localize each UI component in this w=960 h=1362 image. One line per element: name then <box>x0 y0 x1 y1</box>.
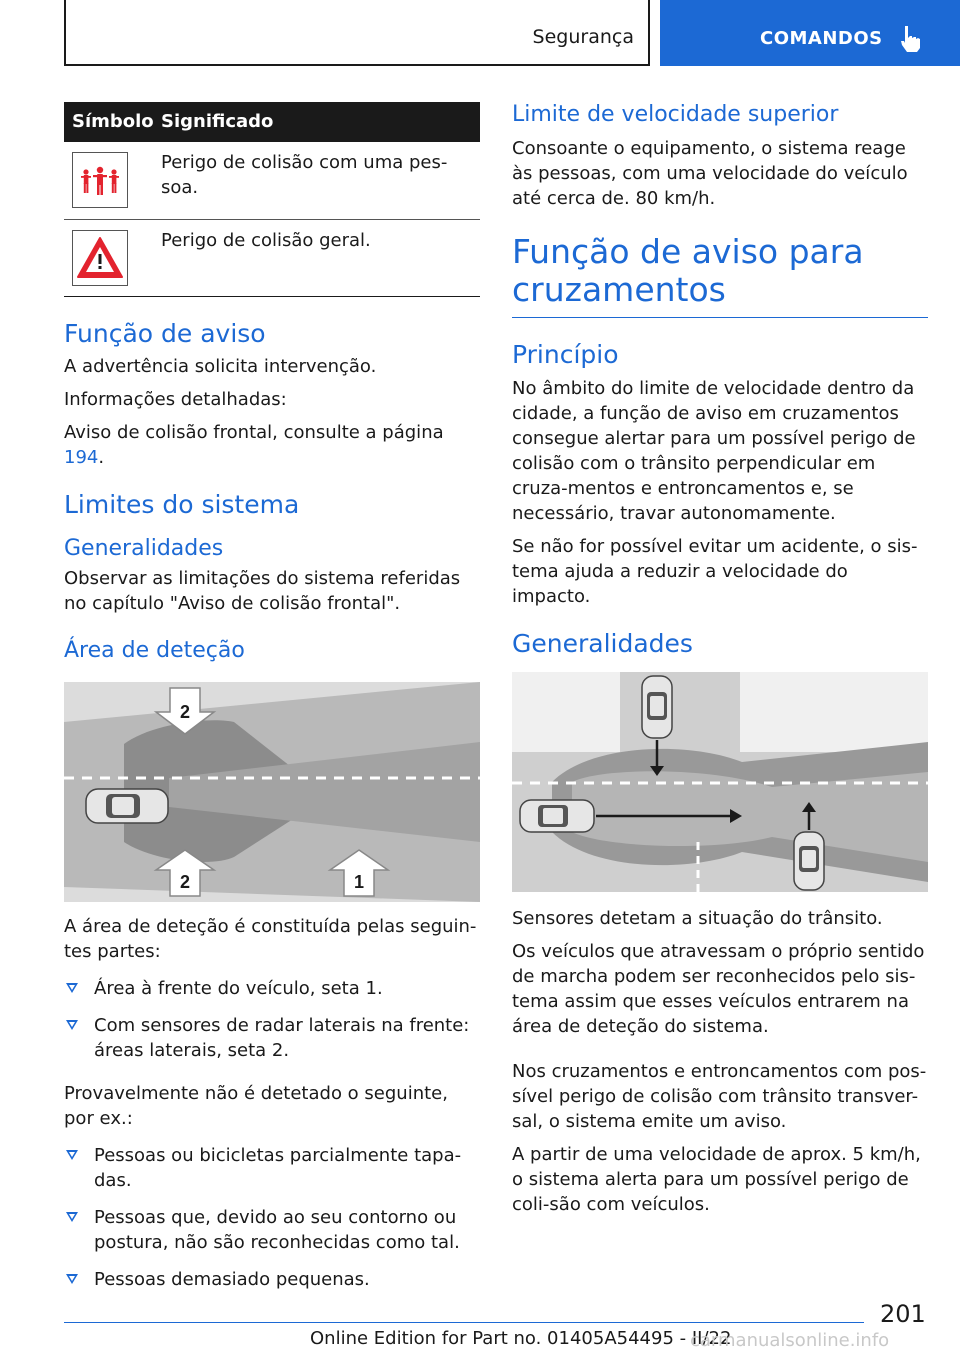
paragraph <box>64 420 480 470</box>
col-symbol-header: Símbolo <box>72 111 154 132</box>
principle-heading: Princípio <box>512 340 619 369</box>
left-column <box>64 102 480 664</box>
table-row <box>64 220 480 297</box>
right-column <box>512 102 928 659</box>
paragraph: Se não for possível evitar um acidente, o sis-tema ajuda a reduzir a velocidade do impacto. <box>512 536 918 607</box>
bullet-triangle-icon <box>66 1020 78 1030</box>
watermark-logo: carmanualsonline.info <box>690 1330 890 1351</box>
crossing-warning-heading: Função de aviso para cruzamentos <box>512 232 864 309</box>
general-heading-right: Generalidades <box>512 629 693 658</box>
svg-text:1: 1 <box>353 872 365 892</box>
bullet-triangle-icon <box>66 1274 78 1284</box>
paragraph: Consoante o equipamento, o sistema reage às pessoas, com uma velocidade do veículo até cerca de. 80 km/h. <box>512 138 908 209</box>
left-column-lower <box>64 914 480 1292</box>
bullet-triangle-icon <box>66 1212 78 1222</box>
paragraph: Os veículos que atravessam o próprio sentido de marcha podem ser reconhecidos pelo sis-tema assim que esses veículos entrarem na área de deteção do sistema. <box>512 941 925 1037</box>
general-heading: Generalidades <box>64 536 224 561</box>
system-limits-heading: Limites do sistema <box>64 490 300 519</box>
detection-area-figure <box>64 682 480 902</box>
pedestrian-warning-icon <box>72 152 128 208</box>
svg-text:2: 2 <box>179 872 191 892</box>
list-item: Área à frente do veículo, seta 1. <box>64 976 480 1001</box>
period: . <box>98 447 105 468</box>
bullet-triangle-icon <box>66 983 78 993</box>
page-number: 201 <box>880 1300 926 1328</box>
symbol-table-header <box>64 102 480 142</box>
edition-text: Online Edition for Part no. 01405A54495 - II/22 <box>310 1328 732 1349</box>
paragraph: Observar as limitações do sistema referidas no capítulo "Aviso de colisão frontal". <box>64 568 461 614</box>
paragraph: Provavelmente não é detetado o seguinte, por ex.: <box>64 1083 448 1129</box>
paragraph: Sensores detetam a situação do trânsito. <box>512 908 883 929</box>
paragraph: A partir de uma velocidade de aprox. 5 km/h, o sistema alerta para um possível perigo de coli-são com veículos. <box>512 1144 921 1215</box>
bullet-triangle-icon <box>66 1150 78 1160</box>
car-left-icon <box>520 800 594 832</box>
car-bottom-icon <box>794 832 824 890</box>
paragraph: Informações detalhadas: <box>64 389 287 410</box>
list-item: Pessoas que, devido ao seu contorno ou postura, não são reconhecidas como tal. <box>64 1205 480 1255</box>
section-title: Segurança <box>532 26 634 48</box>
paragraph: Nos cruzamentos e entroncamentos com pos-sível perigo de colisão com trânsito transver-sal, o sistema emite um aviso. <box>512 1061 927 1132</box>
paragraph: A advertência solicita intervenção. <box>64 356 377 377</box>
chapter-tab-label: COMANDOS <box>760 28 883 49</box>
paragraph: No âmbito do limite de velocidade dentro da cidade, a função de aviso em cruzamentos consegue alertar para um possível perigo de colisão com o trânsito perpendicular em cruza-mentos e entroncamentos e, se necessário, travar autonomamente. <box>512 378 916 524</box>
pointing-hand-icon <box>896 24 924 54</box>
upper-speed-limit-heading: Limite de velocidade superior <box>512 102 839 127</box>
page-reference-link[interactable]: 194 <box>64 447 99 468</box>
table-cell-meaning: Perigo de colisão geral. <box>161 230 371 251</box>
table-cell-meaning: Perigo de colisão com uma pes-soa. <box>161 152 448 198</box>
paragraph: A área de deteção é constituída pelas seguin-tes partes: <box>64 916 477 962</box>
table-row <box>64 142 480 220</box>
warning-function-heading: Função de aviso <box>64 319 266 348</box>
car-icon <box>86 789 168 823</box>
chapter-tab[interactable] <box>660 0 960 66</box>
crossing-figure <box>512 672 928 892</box>
car-top-icon <box>642 676 672 738</box>
detection-area-heading: Área de deteção <box>64 638 245 663</box>
warning-triangle-icon <box>72 230 128 286</box>
list-item: Pessoas demasiado pequenas. <box>64 1267 480 1292</box>
reference-text: Aviso de colisão frontal, consulte a página <box>64 422 444 443</box>
list-item: Pessoas ou bicicletas parcialmente tapa-das. <box>64 1143 480 1193</box>
heading-rule <box>512 317 928 318</box>
right-column-lower <box>512 906 928 1217</box>
header-frame <box>64 0 650 66</box>
list-item: Com sensores de radar laterais na frente: áreas laterais, seta 2. <box>64 1013 480 1063</box>
col-meaning-header: Significado <box>161 111 274 132</box>
svg-text:2: 2 <box>179 702 191 722</box>
footer-rule <box>64 1322 864 1323</box>
